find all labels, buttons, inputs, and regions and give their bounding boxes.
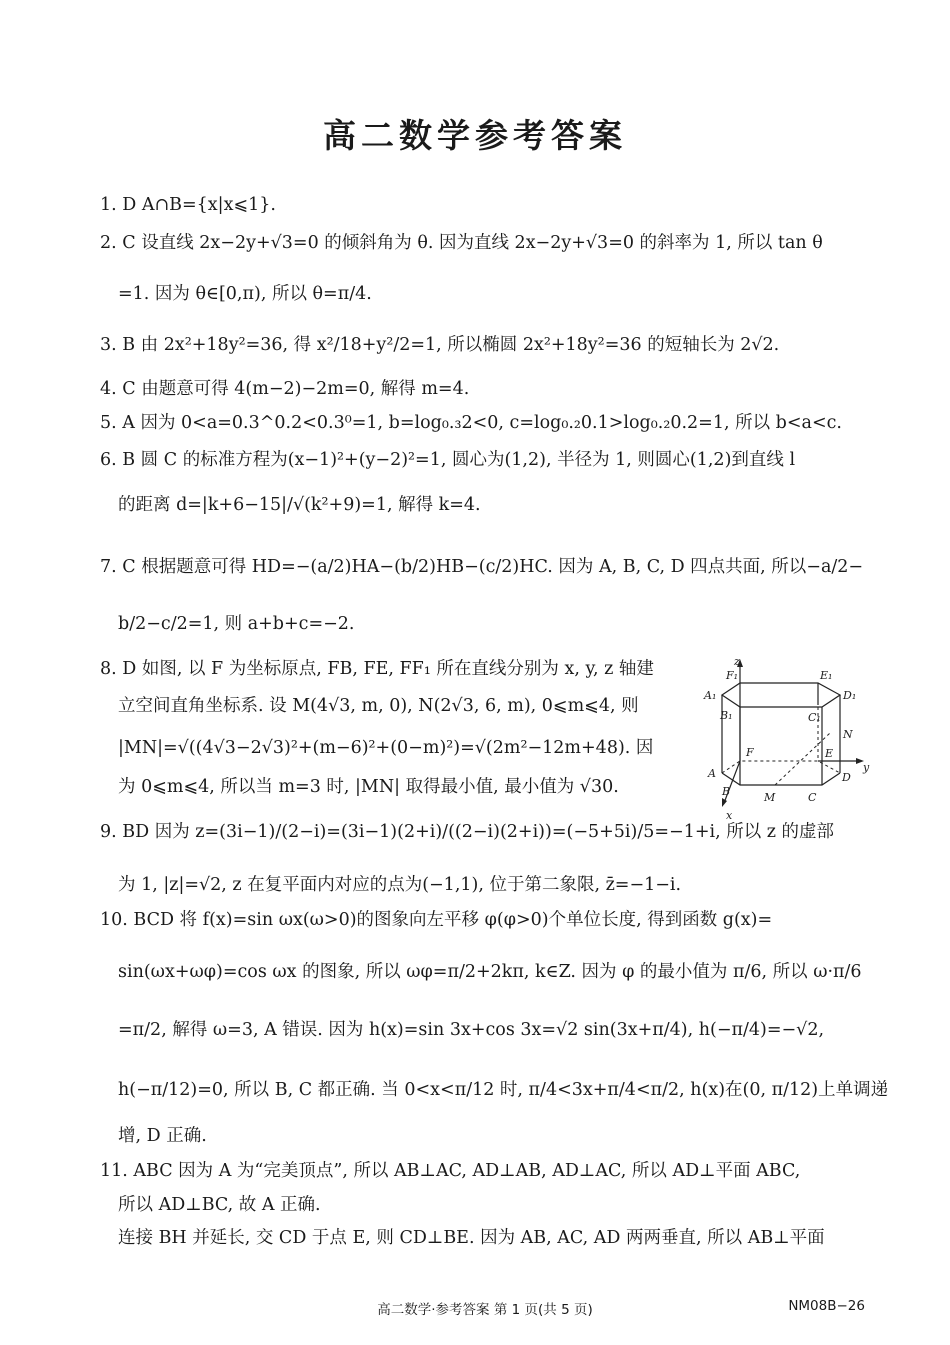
answer-line: 9. BD 因为 z=(3i−1)/(2−i)=(3i−1)(2+i)/((2−i)(2+i))=(−5+5i)/5=−1+i, 所以 z 的虚部 xyxy=(100,822,835,842)
label-c: C xyxy=(808,791,817,804)
prism-figure xyxy=(700,655,875,825)
label-y: y xyxy=(863,761,870,774)
x-arrow xyxy=(722,798,727,807)
label-e: E xyxy=(825,747,834,760)
label-m: M xyxy=(764,791,776,804)
answer-line: 为 0⩽m⩽4, 所以当 m=3 时, |MN| 取得最小值, 最小值为 √30. xyxy=(118,777,619,797)
label-b: B xyxy=(722,785,731,798)
answer-line: 10. BCD 将 f(x)=sin ωx(ω>0)的图象向左平移 φ(φ>0)个单位长度, 得到函数 g(x)= xyxy=(100,910,773,930)
answer-line: 立空间直角坐标系. 设 M(4√3, m, 0), N(2√3, 6, m), 0⩽m⩽4, 则 xyxy=(118,696,639,716)
answer-line: 7. C 根据题意可得 HD=−(a/2)HA−(b/2)HB−(c/2)HC. 因为 A, B, C, D 四点共面, 所以−a/2− xyxy=(100,557,864,577)
footer-code: NM08B−26 xyxy=(788,1298,865,1314)
answer-line: 所以 AD⊥BC, 故 A 正确. xyxy=(118,1195,321,1215)
label-a1: A₁ xyxy=(704,689,717,702)
page-title: 高二数学参考答案 xyxy=(323,116,627,155)
label-c1: C₁ xyxy=(808,711,821,724)
answer-line: |MN|=√((4√3−2√3)²+(m−6)²+(0−m)²)=√(2m²−12m+48). 因 xyxy=(118,738,654,758)
label-z: z xyxy=(734,655,740,668)
answer-line: 6. B 圆 C 的标准方程为(x−1)²+(y−2)²=1, 圆心为(1,2), 半径为 1, 则圆心(1,2)到直线 l xyxy=(100,450,796,470)
answer-line: 4. C 由题意可得 4(m−2)−2m=0, 解得 m=4. xyxy=(100,379,470,399)
label-x: x xyxy=(726,809,733,822)
label-e1: E₁ xyxy=(820,669,833,682)
answer-line: 2. C 设直线 2x−2y+√3=0 的倾斜角为 θ. 因为直线 2x−2y+√3=0 的斜率为 1, 所以 tan θ xyxy=(100,233,823,253)
label-f1: F₁ xyxy=(726,669,739,682)
answer-line: 连接 BH 并延长, 交 CD 于点 E, 则 CD⊥BE. 因为 AB, AC, AD 两两垂直, 所以 AB⊥平面 xyxy=(118,1228,825,1248)
coordinate-diagram xyxy=(700,655,875,825)
answer-line: 1. D A∩B={x|x⩽1}. xyxy=(100,195,276,215)
answer-line: 的距离 d=|k+6−15|/√(k²+9)=1, 解得 k=4. xyxy=(118,495,481,515)
answer-line: 8. D 如图, 以 F 为坐标原点, FB, FE, FF₁ 所在直线分别为 x, y, z 轴建 xyxy=(100,659,654,679)
answer-line: b/2−c/2=1, 则 a+b+c=−2. xyxy=(118,614,355,634)
answer-line: 3. B 由 2x²+18y²=36, 得 x²/18+y²/2=1, 所以椭圆 2x²+18y²=36 的短轴长为 2√2. xyxy=(100,335,780,355)
label-d: D xyxy=(842,771,851,784)
answer-line: 5. A 因为 0<a=0.3^0.2<0.3⁰=1, b=log₀.₃2<0, c=log₀.₂0.1>log₀.₂0.2=1, 所以 b<a<c. xyxy=(100,413,842,433)
answer-line: 为 1, |z|=√2, z 在复平面内对应的点为(−1,1), 位于第二象限, z̄=−1−i. xyxy=(118,875,682,895)
answer-line: 11. ABC 因为 A 为“完美顶点”, 所以 AB⊥AC, AD⊥AB, AD⊥AC, 所以 AD⊥平面 ABC, xyxy=(100,1161,801,1181)
label-d1: D₁ xyxy=(843,689,857,702)
answer-line: =π/2, 解得 ω=3, A 错误. 因为 h(x)=sin 3x+cos 3x=√2 sin(3x+π/4), h(−π/4)=−√2, xyxy=(118,1020,825,1040)
label-n: N xyxy=(843,728,853,741)
answer-line: sin(ωx+ωφ)=cos ωx 的图象, 所以 ωφ=π/2+2kπ, k∈Z. 因为 φ 的最小值为 π/6, 所以 ω·π/6 xyxy=(118,962,862,982)
answer-line: =1. 因为 θ∈[0,π), 所以 θ=π/4. xyxy=(118,284,372,304)
footer-page-info: 高二数学·参考答案 第 1 页(共 5 页) xyxy=(377,1302,593,1318)
answer-line: 增, D 正确. xyxy=(118,1126,207,1146)
label-a: A xyxy=(708,767,716,780)
label-b1: B₁ xyxy=(720,709,733,722)
answer-line: h(−π/12)=0, 所以 B, C 都正确. 当 0<x<π/12 时, π/4<3x+π/4<π/2, h(x)在(0, π/12)上单调递 xyxy=(118,1080,889,1100)
label-f: F xyxy=(746,746,754,759)
